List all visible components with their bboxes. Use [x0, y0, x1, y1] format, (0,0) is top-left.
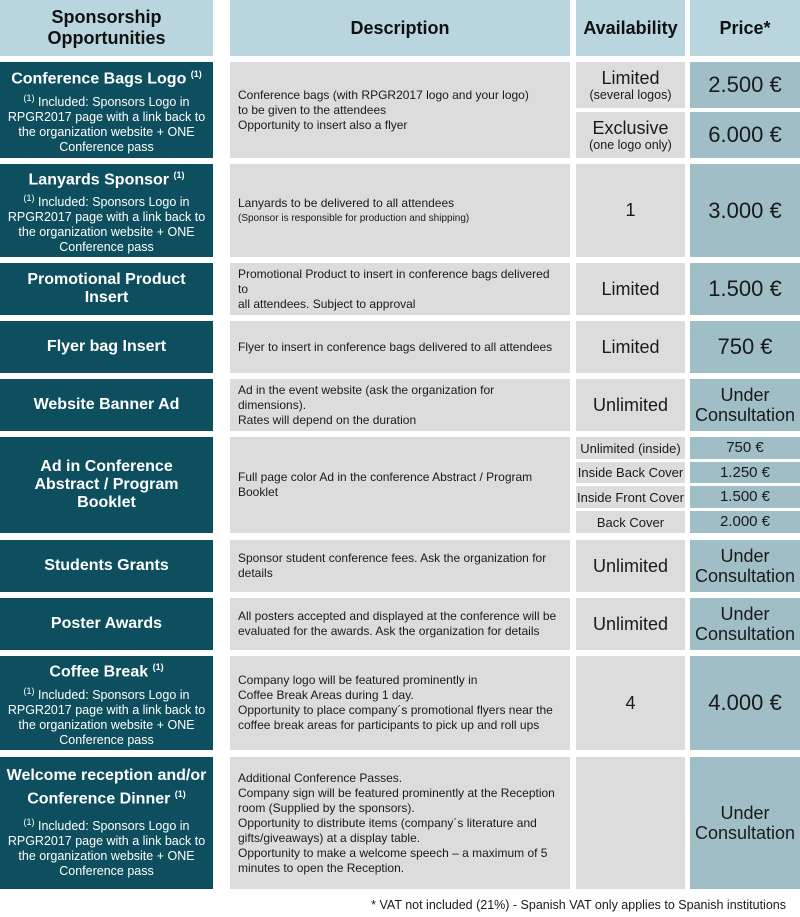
- availability-flyer-bag: Limited: [576, 321, 685, 373]
- description-lanyards: Lanyards to be delivered to all attendees (Sponsor is responsible for production and shipping): [230, 164, 570, 257]
- header-opportunities: Sponsorship Opportunities: [0, 0, 213, 56]
- header-availability: Availability: [576, 0, 685, 56]
- availability-coffee-break: 4: [576, 656, 685, 750]
- price-bags-exclusive: 6.000 €: [690, 112, 800, 158]
- availability-abstract-back-cover: Back Cover: [576, 511, 685, 533]
- availability-bags-exclusive: Exclusive (one logo only): [576, 112, 685, 158]
- price-welcome-reception: Under Consultation: [690, 757, 800, 889]
- availability-website-banner: Unlimited: [576, 379, 685, 431]
- opportunity-welcome-reception: Welcome reception and/or Conference Dinner $^{(1)}$ $^{(1)}$ Included: Sponsors Logo in RPGR2017 page with a link back to the organization website + ONE Conference pass: [0, 757, 213, 889]
- price-promotional-product: 1.500 €: [690, 263, 800, 315]
- opportunity-conference-bags: Conference Bags Logo $^{(1)}$ $^{(1)}$ Included: Sponsors Logo in RPGR2017 page with a link back to the organization website + ONE Conference pass: [0, 62, 213, 158]
- header-price: Price*: [690, 0, 800, 56]
- description-website-banner: Ad in the event website (ask the organization for dimensions). Rates will depend on the duration: [230, 379, 570, 431]
- description-abstract-booklet: Full page color Ad in the conference Abstract / Program Booklet: [230, 437, 570, 533]
- price-bags-limited: 2.500 €: [690, 62, 800, 108]
- availability-abstract-inside-back: Inside Back Cover: [576, 462, 685, 483]
- price-students-grants: Under Consultation: [690, 540, 800, 592]
- availability-lanyards: 1: [576, 164, 685, 257]
- price-abstract-back-cover: 2.000 €: [690, 511, 800, 533]
- availability-promotional-product: Limited: [576, 263, 685, 315]
- availability-students-grants: Unlimited: [576, 540, 685, 592]
- opportunity-website-banner: Website Banner Ad: [0, 379, 213, 431]
- vat-footnote: * VAT not included (21%) - Spanish VAT only applies to Spanish institutions: [371, 898, 786, 912]
- price-abstract-inside-front: 1.500 €: [690, 486, 800, 508]
- header-description: Description: [230, 0, 570, 56]
- description-welcome-reception: Additional Conference Passes. Company sign will be featured prominently at the Reception room (Supplied by the sponsors). Opportunity to distribute items (company´s literature and gifts/giveaways) at a display table. Opportunity to make a welcome speech – a maximum of 5 minutes to open the Reception.: [230, 757, 570, 889]
- description-students-grants: Sponsor student conference fees. Ask the organization for details: [230, 540, 570, 592]
- opportunity-poster-awards: Poster Awards: [0, 598, 213, 650]
- availability-welcome-reception: [576, 757, 685, 889]
- price-flyer-bag: 750 €: [690, 321, 800, 373]
- opportunity-lanyards: Lanyards Sponsor $^{(1)}$ $^{(1)}$ Included: Sponsors Logo in RPGR2017 page with a link back to the organization website + ONE Conference pass: [0, 164, 213, 257]
- price-website-banner: Under Consultation: [690, 379, 800, 431]
- availability-abstract-inside-front: Inside Front Cover: [576, 486, 685, 508]
- description-poster-awards: All posters accepted and displayed at the conference will be evaluated for the awards. Ask the organization for details: [230, 598, 570, 650]
- description-coffee-break: Company logo will be featured prominently in Coffee Break Areas during 1 day. Opportunity to place company´s promotional flyers near the coffee break areas for participants to pick up and roll ups: [230, 656, 570, 750]
- price-abstract-inside-back: 1.250 €: [690, 462, 800, 483]
- price-lanyards: 3.000 €: [690, 164, 800, 257]
- price-abstract-inside: 750 €: [690, 437, 800, 459]
- opportunity-students-grants: Students Grants: [0, 540, 213, 592]
- description-promotional-product: Promotional Product to insert in conference bags delivered to all attendees. Subject to approval: [230, 263, 570, 315]
- opportunity-abstract-booklet: Ad in Conference Abstract / Program Booklet: [0, 437, 213, 533]
- price-poster-awards: Under Consultation: [690, 598, 800, 650]
- availability-poster-awards: Unlimited: [576, 598, 685, 650]
- description-flyer-bag: Flyer to insert in conference bags delivered to all attendees: [230, 321, 570, 373]
- opportunity-promotional-product: Promotional Product Insert: [0, 263, 213, 315]
- opportunity-coffee-break: Coffee Break $^{(1)}$ $^{(1)}$ Included: Sponsors Logo in RPGR2017 page with a link back to the organization website + ONE Conference pass: [0, 656, 213, 750]
- availability-abstract-inside: Unlimited (inside): [576, 437, 685, 459]
- price-coffee-break: 4.000 €: [690, 656, 800, 750]
- description-conference-bags: Conference bags (with RPGR2017 logo and your logo) to be given to the attendees Opportunity to insert also a flyer: [230, 62, 570, 158]
- availability-bags-limited: Limited (several logos): [576, 62, 685, 108]
- opportunity-flyer-bag: Flyer bag Insert: [0, 321, 213, 373]
